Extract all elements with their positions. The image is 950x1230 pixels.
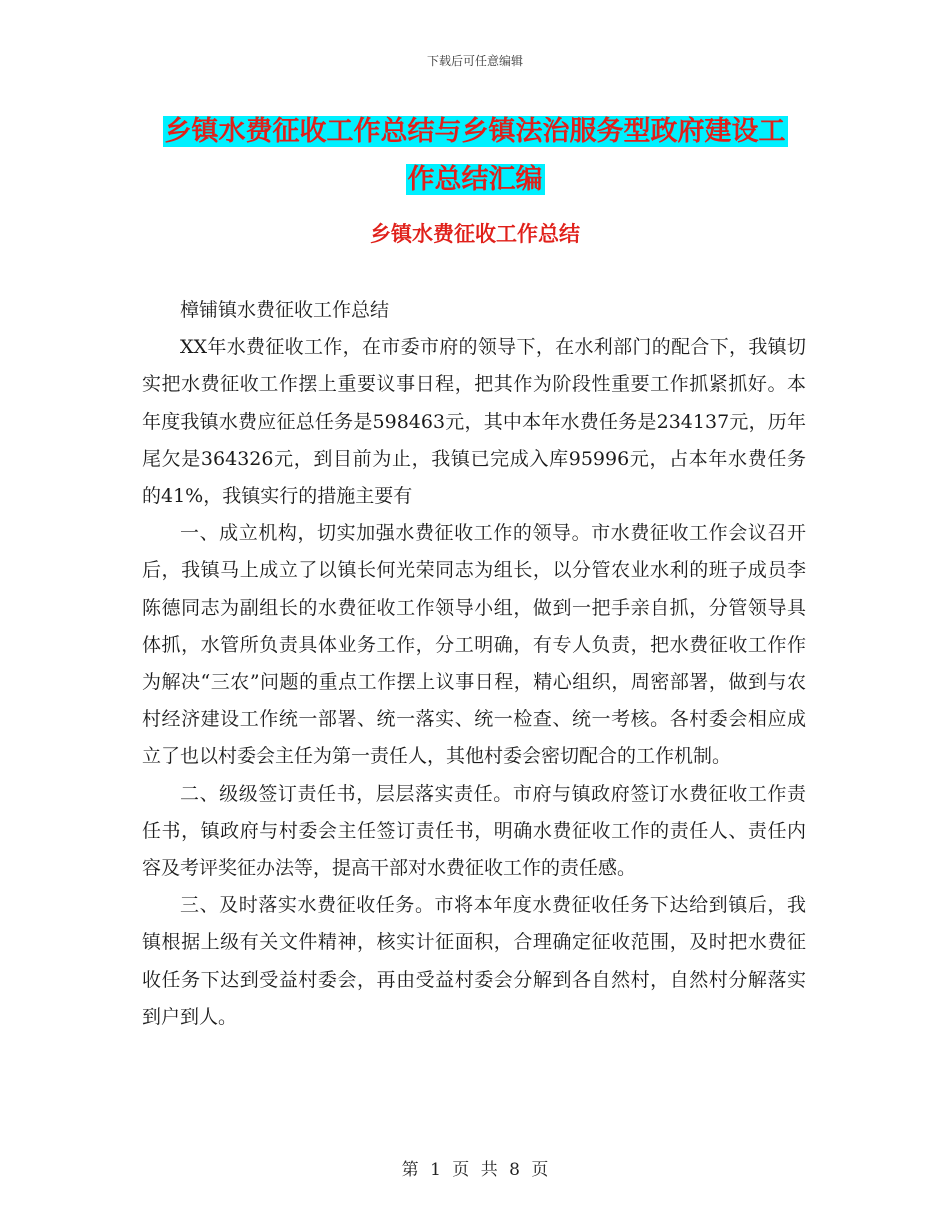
paragraph: 二、级级签订责任书，层层落实责任。市府与镇政府签订水费征收工作责任书，镇政府与村委会主任签订责任书，明确水费征收工作的责任人、责任内容及考评奖征办法等，提高干部对水费征收工作的责任感。 <box>142 782 806 880</box>
page-header: 下载后可任意编辑 <box>426 54 523 68</box>
section-title: 乡镇水费征收工作总结 <box>370 222 580 246</box>
document-body <box>142 292 806 1036</box>
document-title <box>0 108 950 204</box>
paragraph: 三、及时落实水费征收任务。市将本年度水费征收任务下达给到镇后，我镇根据上级有关文件精神，核实计征面积，合理确定征收范围，及时把水费征收任务下达到受益村委会，再由受益村委会分解到各自然村，自然村分解落实到户到人。 <box>142 894 806 1028</box>
title-line-1: 乡镇水费征收工作总结与乡镇法治服务型政府建设工 <box>164 116 786 147</box>
paragraph-subtitle: 樟铺镇水费征收工作总结 <box>180 299 390 321</box>
page-number: 第 1 页 共 8 页 <box>401 1160 549 1180</box>
title-line-2: 作总结汇编 <box>407 164 543 195</box>
paragraph: XX年水费征收工作，在市委市府的领导下，在水利部门的配合下，我镇切实把水费征收工作摆上重要议事日程，把其作为阶段性重要工作抓紧抓好。本年度我镇水费应征总任务是598463元，其中本年水费任务是234137元，历年尾欠是364326元，到目前为止，我镇已完成入库95996元，占本年水费任务的41%，我镇实行的措施主要有 <box>142 336 806 508</box>
paragraph: 一、成立机构，切实加强水费征收工作的领导。市水费征收工作会议召开后，我镇马上成立了以镇长何光荣同志为组长，以分管农业水利的班子成员李陈德同志为副组长的水费征收工作领导小组，做到一把手亲自抓，分管领导具体抓，水管所负责具体业务工作，分工明确，有专人负责，把水费征收工作作为解决“三农”问题的重点工作摆上议事日程，精心组织，周密部署，做到与农村经济建设工作统一部署、统一落实、统一检查、统一考核。各村委会相应成立了也以村委会主任为第一责任人，其他村委会密切配合的工作机制。 <box>142 522 806 768</box>
